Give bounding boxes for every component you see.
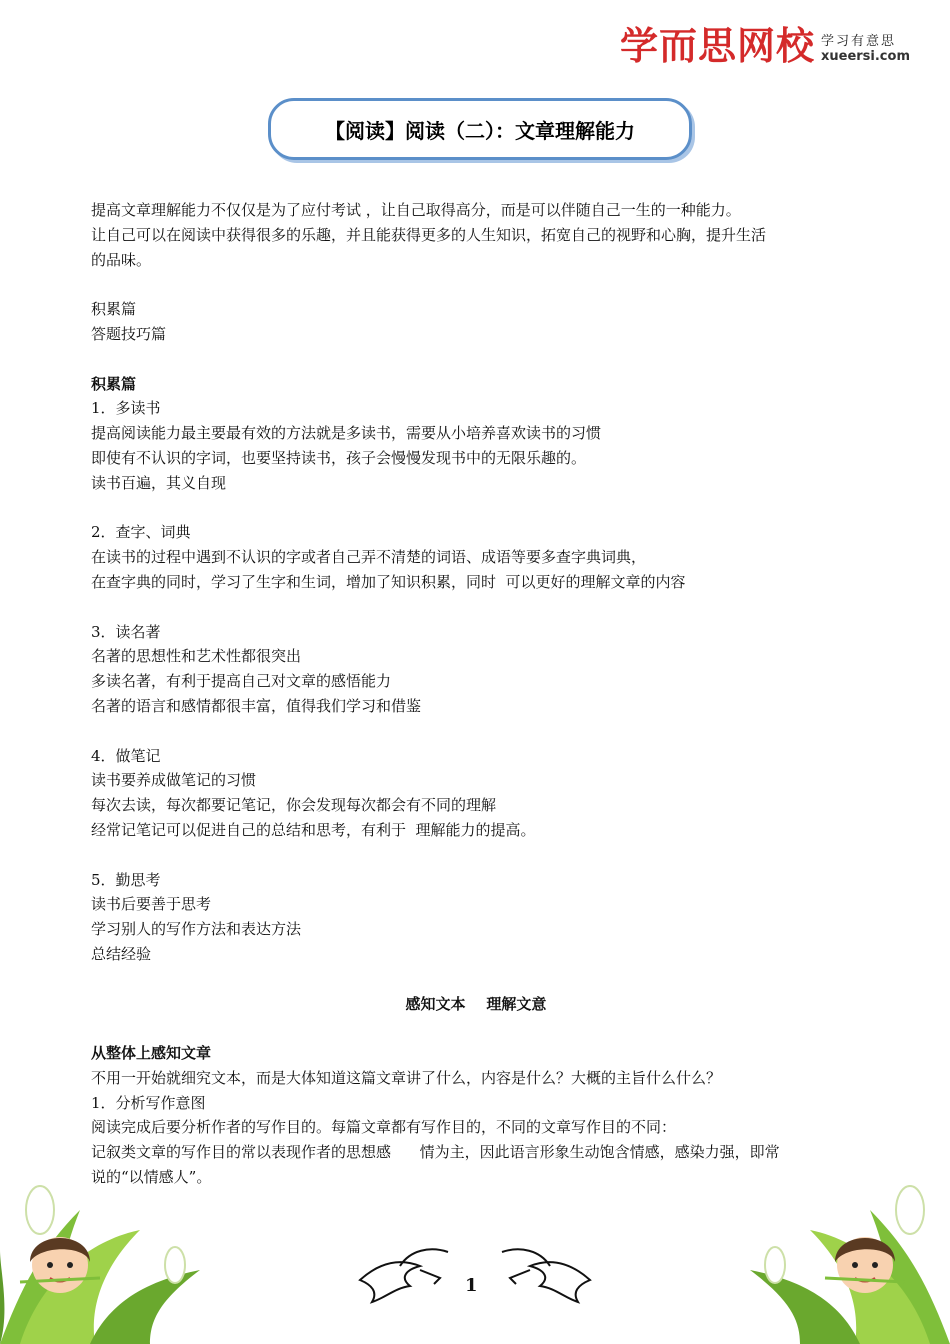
item-line: 多读名著，有利于提高自己对文章的感悟能力: [91, 672, 392, 691]
toc-item: 积累篇: [91, 300, 137, 319]
intro-line: 的品味。: [91, 250, 152, 269]
body-line: 阅读完成后要分析作者的写作目的。每篇文章都有写作目的，不同的文章写作目的不同：: [91, 1118, 677, 1137]
subheading: 从整体上感知文章: [91, 1044, 212, 1063]
item-title: 4．做笔记: [91, 746, 161, 765]
item-line: 在读书的过程中遇到不认识的字或者自己弄不清楚的词语、成语等要多查字典词典，: [91, 548, 647, 567]
item-line: 经常记笔记可以促进自己的总结和思考，有利于 理解能力的提高。: [91, 820, 536, 839]
logo-slogan: 学习有意思: [820, 34, 896, 49]
item-title: 5．勤思考: [91, 870, 161, 889]
logo-url: xueersi.com: [820, 49, 910, 64]
page-number: 1: [465, 1275, 478, 1296]
item-line: 总结经验: [91, 944, 152, 963]
item-line: 在查字典的同时，学习了生字和生词，增加了知识积累，同时 可以更好的理解文章的内容: [91, 572, 686, 591]
section-heading-centered: 感知文本 理解文意: [405, 994, 547, 1013]
item-line: 每次去读，每次都要记笔记，你会发现每次都会有不同的理解: [91, 796, 497, 815]
intro-line: 让自己可以在阅读中获得很多的乐趣，并且能获得更多的人生知识，拓宽自己的视野和心胸，提升生活: [91, 225, 767, 244]
item-title: 3．读名著: [91, 622, 161, 641]
item-line: 提高阅读能力最主要最有效的方法就是多读书，需要从小培养喜欢读书的习惯: [91, 424, 602, 443]
dove-left-icon: [360, 1249, 448, 1302]
section-heading: 积累篇: [91, 374, 137, 393]
item-title: 1．多读书: [91, 399, 161, 418]
dove-right-icon: [502, 1249, 590, 1302]
item-line: 名著的语言和感情都很丰富，值得我们学习和借鉴: [91, 696, 422, 715]
item-line: 读书后要善于思考: [91, 895, 212, 914]
item-line: 读书百遍，其义自现: [91, 473, 227, 492]
intro-line: 提高文章理解能力不仅仅是为了应付考试 ，让自己取得高分，而是可以伴随自己一生的一种能力。: [91, 201, 741, 219]
item-line: 即使有不认识的字词，也要坚持读书，孩子会慢慢发现书中的无限乐趣的。: [91, 448, 587, 467]
item-line: 读书要养成做笔记的习惯: [91, 771, 257, 790]
body-line: 1．分析写作意图: [91, 1093, 206, 1112]
body-line: 记叙类文章的写作目的常以表现作者的思想感 情为主，因此语言形象生动饱含情感，感染力强，即常: [91, 1143, 780, 1162]
logo: [620, 26, 910, 66]
toc-item: 答题技巧篇: [91, 324, 167, 343]
logo-text: 学而思网校: [619, 24, 815, 68]
page-title: 【阅读】阅读（二）：文章理解能力: [325, 118, 635, 143]
item-line: 名著的思想性和艺术性都很突出: [91, 647, 302, 666]
title-frame: [268, 98, 692, 160]
body-line: 说的“以情感人”。: [91, 1168, 212, 1187]
body-line: 不用一开始就细究文本，而是大体知道这篇文章讲了什么，内容是什么？大概的主旨什么什么？: [91, 1068, 722, 1087]
item-title: 2．查字、词典: [91, 523, 191, 542]
left-foliage-icon: [0, 1186, 200, 1344]
item-line: 学习别人的写作方法和表达方法: [91, 920, 302, 939]
document-body: [91, 198, 861, 1190]
footer-decoration: [0, 1170, 950, 1344]
